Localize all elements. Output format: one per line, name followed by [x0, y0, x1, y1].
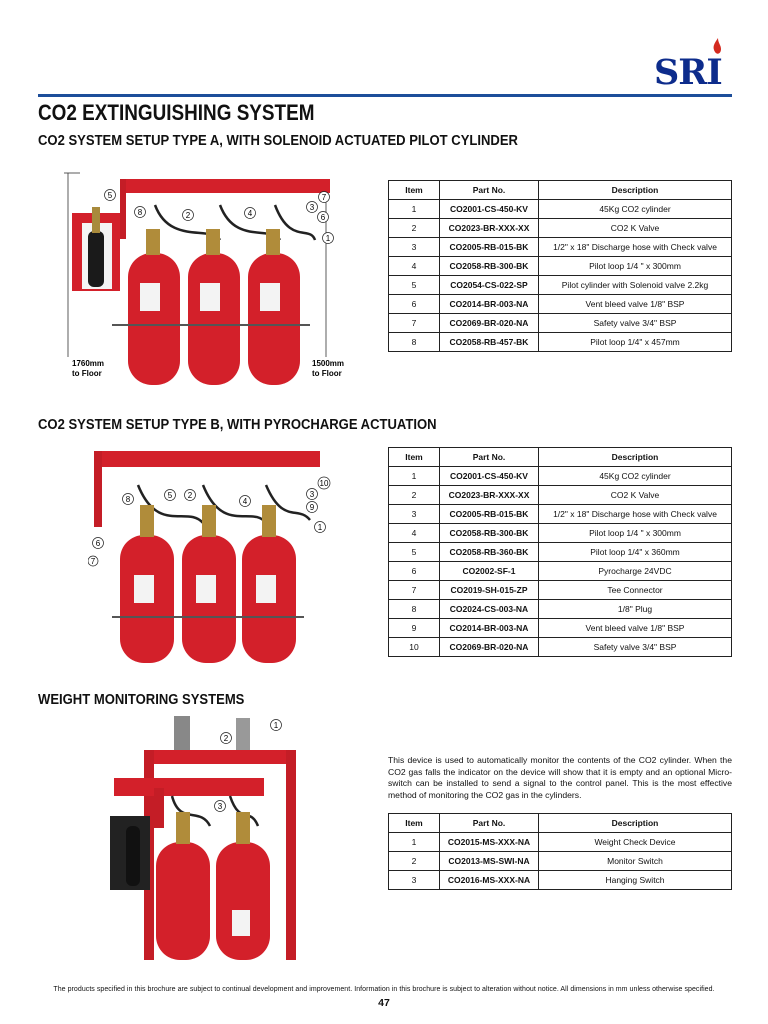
cell-description: Weight Check Device: [539, 833, 732, 852]
cell-part-no: CO2024-CS-003-NA: [440, 600, 539, 619]
section-b-figure: [88, 445, 338, 665]
svg-text:1: 1: [325, 234, 331, 243]
col-description: Description: [539, 448, 732, 467]
dim-left-1: 1760mm: [72, 359, 105, 368]
cell-part-no: CO2069-BR-020-NA: [440, 638, 539, 657]
cell-part-no: CO2058-RB-360-BK: [440, 543, 539, 562]
cell-part-no: CO2023-BR-XXX-XX: [440, 219, 539, 238]
cell-description: Pilot cylinder with Solenoid valve 2.2kg: [539, 276, 732, 295]
cell-description: Tee Connector: [539, 581, 732, 600]
cell-description: Pilot loop 1/4" x 457mm: [539, 333, 732, 352]
col-item: Item: [389, 448, 440, 467]
table-row: [389, 871, 732, 890]
table-row: [389, 543, 732, 562]
cell-part-no: CO2069-BR-020-NA: [440, 314, 539, 333]
cell-description: Pyrocharge 24VDC: [539, 562, 732, 581]
callout-b-7: [88, 556, 98, 566]
page-title: CO2 EXTINGUISHING SYSTEM: [38, 100, 315, 125]
table-row: [389, 833, 732, 852]
callout-a-5: [105, 190, 116, 201]
cell-part-no: CO2019-SH-015-ZP: [440, 581, 539, 600]
svg-text:1: 1: [273, 721, 279, 730]
col-item: Item: [389, 814, 440, 833]
cell-part-no: CO2005-RB-015-BK: [440, 238, 539, 257]
callout-b-5: [165, 490, 176, 501]
svg-text:3: 3: [217, 802, 223, 811]
cell-part-no: CO2014-BR-003-NA: [440, 295, 539, 314]
weight-monitoring-description: This device is used to automatically monitor the contents of the CO2 cylinder. When the CO2 gas falls the indicator on the device will show that it is empty and an optional Micro-switch can be installed to send a signal to the control panel. This is the most effective method of monitoring the CO2 gas in the cylinders.: [388, 755, 732, 800]
col-part-no: Part No.: [440, 181, 539, 200]
cell-item: 5: [389, 276, 440, 295]
svg-text:8: 8: [137, 208, 143, 217]
cell-part-no: CO2013-MS-SWI-NA: [440, 852, 539, 871]
callout-b-9: [307, 502, 318, 513]
callout-a-4: [245, 208, 256, 219]
table-row: [389, 219, 732, 238]
cell-description: 1/2" x 18" Discharge hose with Check valve: [539, 505, 732, 524]
svg-text:4: 4: [247, 209, 253, 218]
cell-part-no: CO2058-RB-300-BK: [440, 524, 539, 543]
cell-description: Pilot loop 1/4 " x 300mm: [539, 524, 732, 543]
header-rule: [38, 94, 732, 97]
svg-text:10: 10: [319, 479, 329, 488]
cell-item: 10: [389, 638, 440, 657]
col-description: Description: [539, 814, 732, 833]
callout-a-1: [323, 233, 334, 244]
table-row: [389, 200, 732, 219]
section-a-parts-table: [388, 180, 732, 352]
table-row: [389, 295, 732, 314]
svg-text:3: 3: [309, 203, 315, 212]
dim-right-2: to Floor: [312, 369, 342, 378]
cell-description: Safety valve 3/4" BSP: [539, 638, 732, 657]
cell-description: Hanging Switch: [539, 871, 732, 890]
table-row: [389, 524, 732, 543]
svg-text:2: 2: [185, 211, 191, 220]
callout-b-3: [307, 489, 318, 500]
cell-part-no: CO2005-RB-015-BK: [440, 505, 539, 524]
table-row: [389, 276, 732, 295]
cell-description: 1/8" Plug: [539, 600, 732, 619]
cell-item: 1: [389, 200, 440, 219]
cell-part-no: CO2016-MS-XXX-NA: [440, 871, 539, 890]
table-row: [389, 467, 732, 486]
table-row: [389, 619, 732, 638]
footer-disclaimer: The products specified in this brochure are subject to continual development and improvement. Information in this brochure is subject to alteration without notice. All dimensions in mm unless otherwise specified.: [53, 986, 715, 993]
callout-c-3: [215, 801, 226, 812]
dim-right-1: 1500mm: [312, 359, 345, 368]
svg-text:8: 8: [125, 495, 131, 504]
cell-description: Pilot loop 1/4" x 360mm: [539, 543, 732, 562]
callout-b-2: [185, 490, 196, 501]
cell-description: 45Kg CO2 cylinder: [539, 200, 732, 219]
cell-description: Monitor Switch: [539, 852, 732, 871]
svg-text:7: 7: [90, 557, 96, 566]
callout-b-10: [318, 477, 330, 489]
callout-a-7: [319, 192, 330, 203]
cell-item: 6: [389, 562, 440, 581]
callout-a-2: [183, 210, 194, 221]
page-number: 47: [378, 997, 390, 1009]
table-row: [389, 257, 732, 276]
table-header-row: [389, 448, 732, 467]
svg-text:9: 9: [309, 503, 315, 512]
cell-item: 2: [389, 219, 440, 238]
callout-b-8: [123, 494, 134, 505]
cell-item: 9: [389, 619, 440, 638]
table-row: [389, 333, 732, 352]
callout-b-4: [240, 496, 251, 507]
cell-item: 8: [389, 600, 440, 619]
col-part-no: Part No.: [440, 448, 539, 467]
cell-description: Safety valve 3/4" BSP: [539, 314, 732, 333]
cell-item: 4: [389, 524, 440, 543]
cell-item: 5: [389, 543, 440, 562]
cell-description: 1/2" x 18" Discharge hose with Check valve: [539, 238, 732, 257]
cell-part-no: CO2058-RB-457-BK: [440, 333, 539, 352]
cell-part-no: CO2015-MS-XXX-NA: [440, 833, 539, 852]
svg-text:6: 6: [95, 539, 101, 548]
col-part-no: Part No.: [440, 814, 539, 833]
table-row: [389, 486, 732, 505]
callout-c-2: [221, 733, 232, 744]
svg-text:5: 5: [167, 491, 173, 500]
svg-text:7: 7: [321, 193, 327, 202]
section-b-heading: CO2 SYSTEM SETUP TYPE B, WITH PYROCHARGE ACTUATION: [38, 417, 437, 433]
svg-text:5: 5: [107, 191, 113, 200]
cell-part-no: CO2058-RB-300-BK: [440, 257, 539, 276]
cell-description: 45Kg CO2 cylinder: [539, 467, 732, 486]
table-row: [389, 314, 732, 333]
callout-b-6: [93, 538, 104, 549]
section-c-figure: [110, 716, 300, 960]
table-row: [389, 505, 732, 524]
table-row: [389, 238, 732, 257]
cell-part-no: CO2002-SF-1: [440, 562, 539, 581]
cell-part-no: CO2023-BR-XXX-XX: [440, 486, 539, 505]
section-a-heading: CO2 SYSTEM SETUP TYPE A, WITH SOLENOID ACTUATED PILOT CYLINDER: [38, 133, 518, 149]
svg-text:3: 3: [309, 490, 315, 499]
cell-description: CO2 K Valve: [539, 219, 732, 238]
callout-a-6: [318, 212, 329, 223]
svg-text:1: 1: [317, 523, 323, 532]
table-header-row: [389, 181, 732, 200]
svg-text:2: 2: [187, 491, 193, 500]
table-row: [389, 852, 732, 871]
section-b-parts-table: [388, 447, 732, 657]
cell-item: 1: [389, 467, 440, 486]
table-row: [389, 562, 732, 581]
cell-item: 1: [389, 833, 440, 852]
cell-item: 8: [389, 333, 440, 352]
callout-c-1: [271, 720, 282, 731]
cell-item: 3: [389, 505, 440, 524]
cell-part-no: CO2054-CS-022-SP: [440, 276, 539, 295]
cell-part-no: CO2001-CS-450-KV: [440, 467, 539, 486]
cell-item: 3: [389, 238, 440, 257]
col-description: Description: [539, 181, 732, 200]
table-row: [389, 600, 732, 619]
cell-description: CO2 K Valve: [539, 486, 732, 505]
callout-b-1: [315, 522, 326, 533]
svg-text:2: 2: [223, 734, 229, 743]
section-a-figure: [60, 165, 360, 385]
cell-part-no: CO2001-CS-450-KV: [440, 200, 539, 219]
section-c-parts-table: [388, 813, 732, 890]
table-header-row: [389, 814, 732, 833]
dim-left-2: to Floor: [72, 369, 102, 378]
callout-a-3: [307, 202, 318, 213]
cell-description: Pilot loop 1/4 " x 300mm: [539, 257, 732, 276]
cell-item: 3: [389, 871, 440, 890]
cell-part-no: CO2014-BR-003-NA: [440, 619, 539, 638]
cell-description: Vent bleed valve 1/8" BSP: [539, 295, 732, 314]
cell-item: 6: [389, 295, 440, 314]
cell-item: 2: [389, 486, 440, 505]
table-row: [389, 638, 732, 657]
section-c-heading: WEIGHT MONITORING SYSTEMS: [38, 692, 245, 708]
cell-item: 2: [389, 852, 440, 871]
cell-description: Vent bleed valve 1/8" BSP: [539, 619, 732, 638]
cell-item: 4: [389, 257, 440, 276]
col-item: Item: [389, 181, 440, 200]
table-row: [389, 581, 732, 600]
sri-logo: [654, 34, 734, 92]
logo-text: SRI: [654, 52, 722, 93]
cell-item: 7: [389, 581, 440, 600]
svg-text:4: 4: [242, 497, 248, 506]
callout-a-8: [135, 207, 146, 218]
svg-text:6: 6: [320, 213, 326, 222]
cell-item: 7: [389, 314, 440, 333]
